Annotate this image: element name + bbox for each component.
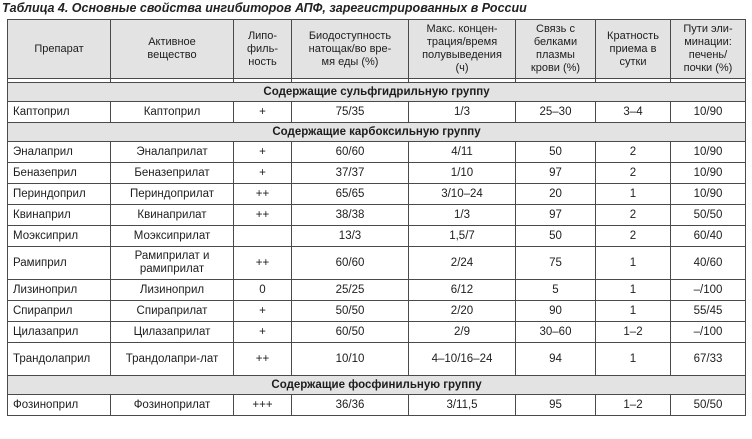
cell-max-concentration: 1/10 (409, 163, 516, 184)
cell-protein-binding: 50 (516, 226, 596, 247)
cell-lipophilicity: ++ (234, 247, 292, 280)
cell-drug: Каптоприл (8, 102, 111, 123)
table-row (8, 163, 746, 184)
cell-max-concentration: 1/3 (409, 205, 516, 226)
cell-active-substance: Трандолапри-лат (111, 343, 234, 376)
cell-bioavailability: 60/60 (292, 247, 409, 280)
header-line: плазмы (536, 49, 575, 61)
table-caption: Таблица 4. Основные свойства ингибиторов АПФ, зарегистрированных в России (2, 1, 527, 15)
cell-drug: Беназеприл (8, 163, 111, 184)
cell-dosing-frequency: 1 (596, 247, 671, 280)
cell-elimination-routes: 50/50 (671, 395, 746, 416)
cell-protein-binding: 75 (516, 247, 596, 280)
cell-bioavailability: 25/25 (292, 280, 409, 301)
cell-elimination-routes: 67/33 (671, 343, 746, 376)
header-line: Пути эли- (683, 23, 733, 35)
cell-max-concentration: 2/20 (409, 301, 516, 322)
cell-drug: Трандолаприл (8, 343, 111, 376)
cell-bioavailability: 60/60 (292, 142, 409, 163)
cell-active-substance: Периндоприлат (111, 184, 234, 205)
cell-elimination-routes: 10/90 (671, 102, 746, 123)
cell-dosing-frequency: 1 (596, 343, 671, 376)
cell-bioavailability: 13/3 (292, 226, 409, 247)
cell-max-concentration: 3/11,5 (409, 395, 516, 416)
table-row (8, 102, 746, 123)
column-header-drug (8, 20, 111, 79)
header-line: филь- (246, 42, 278, 55)
cell-max-concentration: 2/9 (409, 322, 516, 343)
cell-dosing-frequency: 3–4 (596, 102, 671, 123)
cell-drug: Цилазаприл (8, 322, 111, 343)
header-line: полувыведения (422, 49, 502, 61)
column-header-max-concentration (409, 20, 516, 79)
cell-drug: Эналаприл (8, 142, 111, 163)
header-line: мя еды (%) (321, 55, 379, 68)
cell-elimination-routes: 10/90 (671, 142, 746, 163)
cell-lipophilicity: + (234, 301, 292, 322)
cell-protein-binding: 30–60 (516, 322, 596, 343)
column-header-active-substance (111, 20, 234, 79)
group-title: Содержащие карбоксильную группу (8, 123, 746, 142)
cell-elimination-routes: 40/60 (671, 247, 746, 280)
cell-drug: Моэксиприл (8, 226, 111, 247)
cell-lipophilicity: +++ (234, 395, 292, 416)
cell-max-concentration: 4/11 (409, 142, 516, 163)
header-line: Кратность (607, 29, 659, 42)
cell-elimination-routes: –/100 (671, 322, 746, 343)
column-header-dosing-frequency (596, 20, 671, 79)
group-row (8, 83, 746, 102)
cell-elimination-routes: –/100 (671, 280, 746, 301)
cell-max-concentration: 2/24 (409, 247, 516, 280)
cell-max-concentration: 6/12 (409, 280, 516, 301)
cell-max-concentration: 1/3 (409, 102, 516, 123)
cell-active-substance: Каптоприл (111, 102, 234, 123)
cell-protein-binding: 97 (516, 163, 596, 184)
table-row (8, 142, 746, 163)
cell-active-substance: Беназеприлат (111, 163, 234, 184)
cell-dosing-frequency: 1 (596, 301, 671, 322)
group-title: Содержащие сульфгидрильную группу (8, 83, 746, 102)
cell-elimination-routes: 55/45 (671, 301, 746, 322)
cell-lipophilicity: ++ (234, 184, 292, 205)
table-row (8, 226, 746, 247)
table-row (8, 301, 746, 322)
cell-dosing-frequency: 2 (596, 226, 671, 247)
cell-dosing-frequency: 2 (596, 163, 671, 184)
cell-dosing-frequency: 1–2 (596, 395, 671, 416)
cell-protein-binding: 20 (516, 184, 596, 205)
table-body (8, 79, 746, 416)
cell-drug: Фозиноприл (8, 395, 111, 416)
header-line: ность (248, 55, 277, 68)
cell-active-substance: Лизиноприл (111, 280, 234, 301)
cell-drug: Лизиноприл (8, 280, 111, 301)
table-row (8, 343, 746, 376)
cell-protein-binding: 90 (516, 301, 596, 322)
cell-bioavailability: 75/35 (292, 102, 409, 123)
cell-active-substance: Цилазаприлат (111, 322, 234, 343)
group-row (8, 123, 746, 142)
cell-protein-binding: 94 (516, 343, 596, 376)
cell-max-concentration: 4–10/16–24 (409, 343, 516, 376)
header-line: Биодоступность (308, 29, 392, 42)
header-line: минации: (684, 36, 732, 48)
cell-protein-binding: 95 (516, 395, 596, 416)
header-line: печень/ (688, 49, 728, 61)
cell-active-substance: Эналаприлат (111, 142, 234, 163)
header-line: Макс. концен- (426, 23, 498, 35)
cell-max-concentration: 3/10–24 (409, 184, 516, 205)
cell-bioavailability: 60/50 (292, 322, 409, 343)
cell-active-substance: Квинаприлат (111, 205, 234, 226)
cell-dosing-frequency: 1 (596, 280, 671, 301)
cell-lipophilicity (234, 226, 292, 247)
ace-inhibitors-table (7, 19, 746, 416)
cell-lipophilicity: + (234, 322, 292, 343)
cell-drug: Квинаприл (8, 205, 111, 226)
header-line: (ч) (455, 62, 469, 74)
cell-bioavailability: 65/65 (292, 184, 409, 205)
header-line: крови (%) (530, 62, 581, 74)
group-row (8, 376, 746, 395)
header-line: вещество (147, 49, 197, 61)
cell-active-substance: Моэксиприлат (111, 226, 234, 247)
table-row (8, 395, 746, 416)
cell-lipophilicity: 0 (234, 280, 292, 301)
cell-lipophilicity: + (234, 163, 292, 184)
header-line: натощак/во вре- (308, 42, 392, 55)
cell-dosing-frequency: 1 (596, 184, 671, 205)
header-line: почки (%) (683, 62, 733, 74)
table-row (8, 322, 746, 343)
cell-bioavailability: 10/10 (292, 343, 409, 376)
cell-elimination-routes: 10/90 (671, 163, 746, 184)
header-line: Связь с (536, 23, 575, 35)
cell-bioavailability: 50/50 (292, 301, 409, 322)
cell-bioavailability: 38/38 (292, 205, 409, 226)
header-line: трация/время (426, 36, 498, 48)
cell-lipophilicity: + (234, 102, 292, 123)
cell-bioavailability: 37/37 (292, 163, 409, 184)
cell-protein-binding: 50 (516, 142, 596, 163)
column-header-bioavailability (292, 20, 409, 79)
cell-active-substance: Рамиприлат и рамиприлат (111, 247, 234, 280)
cell-bioavailability: 36/36 (292, 395, 409, 416)
header-line: Препарат (34, 42, 84, 55)
cell-dosing-frequency: 1–2 (596, 322, 671, 343)
table-row (8, 247, 746, 280)
cell-elimination-routes: 60/40 (671, 226, 746, 247)
cell-elimination-routes: 50/50 (671, 205, 746, 226)
group-title: Содержащие фосфинильную группу (8, 376, 746, 395)
cell-drug: Рамиприл (8, 247, 111, 280)
cell-drug: Периндоприл (8, 184, 111, 205)
table-row (8, 184, 746, 205)
cell-active-substance: Фозиноприлат (111, 395, 234, 416)
header-line: белками (533, 36, 578, 48)
cell-max-concentration: 1,5/7 (409, 226, 516, 247)
table-row (8, 205, 746, 226)
cell-lipophilicity: + (234, 142, 292, 163)
header-line: Липо- (247, 29, 278, 42)
header-line: сутки (619, 55, 647, 68)
header-line: приема в (609, 42, 657, 55)
cell-active-substance: Спираприлат (111, 301, 234, 322)
cell-elimination-routes: 10/90 (671, 184, 746, 205)
column-header-lipophilicity (234, 20, 292, 79)
header-line: Активное (148, 36, 196, 48)
table-header (8, 20, 746, 79)
cell-lipophilicity: ++ (234, 343, 292, 376)
column-header-elimination-routes (671, 20, 746, 79)
cell-dosing-frequency: 2 (596, 205, 671, 226)
column-header-protein-binding (516, 20, 596, 79)
cell-lipophilicity: ++ (234, 205, 292, 226)
cell-protein-binding: 5 (516, 280, 596, 301)
cell-protein-binding: 97 (516, 205, 596, 226)
cell-dosing-frequency: 2 (596, 142, 671, 163)
cell-protein-binding: 25–30 (516, 102, 596, 123)
table-row (8, 280, 746, 301)
cell-drug: Спираприл (8, 301, 111, 322)
